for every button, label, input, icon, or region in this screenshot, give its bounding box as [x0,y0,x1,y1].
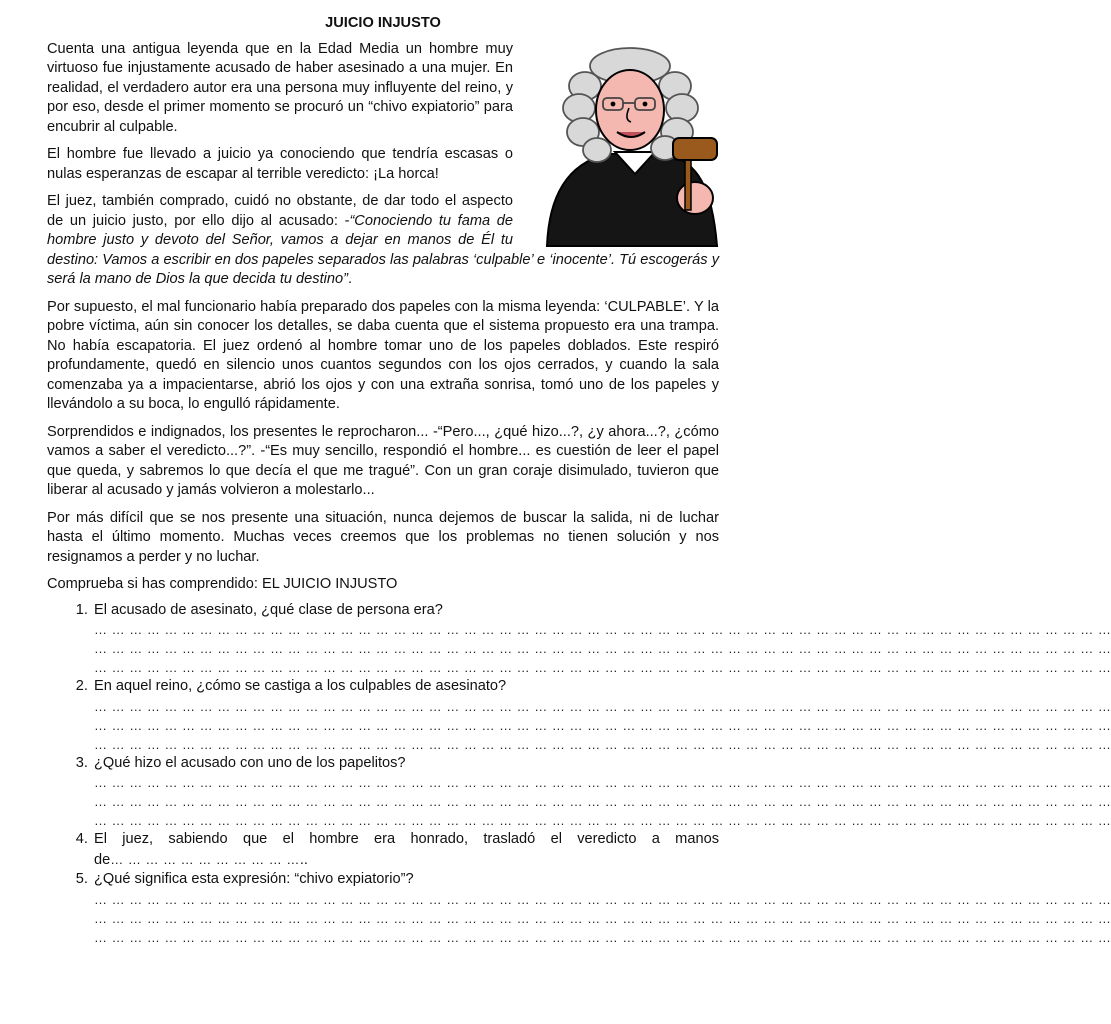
question-fill-blank [94,830,719,870]
answer-line[interactable]: … … … … … … … … … … … … … … … … … … … … … … … … … … … … … … … … … … … … … … … … … … … … … … … … … … … … … … … … … … [94,929,1111,945]
question-text: 2. En aquel reino, ¿cómo se castiga a los culpables de asesinato? [94,678,507,694]
judge-speech-end: . [347,271,353,287]
answer-line[interactable]: … … … … … … … … … … … … … … … … … … … … … … … … … … … … … … … … … … … … … … … … … … … … … … … … … … … … … … … … … … [94,813,1111,828]
paragraph-papers: Por supuesto, el mal funcionario había preparado dos papeles con la misma leyenda: ‘CULPABLE’. Y la pobre víctima, aún sin conocer los detalles, se daba cuenta que el sistema propuesto era una trampa. No había escapatoria. El juez ordenó al hombre tomar uno de los papeles doblados. Este respiró profundamente, quedó en silencio unos cuantos segundos con los ojos cerrados, y cuando la sala comenzaba ya a impacientarse, abrió los ojos y con una extraña sonrisa, tomó uno de los papeles y llevándolo a su boca, lo engulló rápidamente. [47,298,719,412]
answer-line[interactable]: … … … … … … … … … … … … … … … … … … … … … … … … … … … … … … … … … … … … … … … … … … … … … … … … … … … … … … … … … … [94,736,1111,752]
question-list [47,601,1111,947]
question-item [92,870,1111,947]
answer-line[interactable]: … … … … … … … … … … … … … … … … … … … … … … … … … … … … … … … … … … … … … … … … … … … … … … … … … … … … … … … … … … [94,641,1111,656]
question-text: 1. El acusado de asesinato, ¿qué clase de persona era? [94,601,443,618]
question-text: 3. ¿Qué hizo el acusado con uno de los papelitos? [94,754,406,771]
question-item [92,754,1111,831]
judge-speech-quote: “Conociendo tu fama de hombre justo y devoto del Señor, vamos a dejar en manos de Él tu destino: Vamos a escribir en dos papeles separados las palabras ‘culpable’ e ‘inocente’. Tú escogerás y será la mano de Dios la que decida tu destino” [47,212,719,287]
judge-speech-intro: El juez, también comprado, cuidó no obstante, de dar todo el aspecto de un juicio justo, por ello dijo al acusado: - [47,193,513,229]
answer-line[interactable]: … … … … … … … … … … … … … … … … … … … … … … … … … … … … … … … … … … … … … … … … … … … … … … … … … … … … … … … … … … [94,717,1111,733]
answer-line[interactable]: … … … … … … … … … … … … … … … … … … … … … … … … … … … … … … … … … … … … … … … … … … … … … … … … … … … … … … … … … … [94,622,1111,637]
answer-line[interactable]: … … … … … … … … … … … … … … … … … … … … … … … … … … … … … … … … … … … … … … … … … … … … … … … … … … … … … … … … … … [94,660,1111,675]
quiz-heading: Comprueba si has comprendido: EL JUICIO INJUSTO [47,576,398,592]
question-suffix: .. [299,851,308,868]
question-item [92,830,719,870]
answer-line[interactable]: … … … … … … … … … … … … … … … … … … … … … … … … … … … … … … … … … … … … … … … … … … … … … … … … … … … … … … … … … … [94,775,1111,790]
answer-line[interactable]: … … … … … … … … … … … … … … … … … … … … … … … … … … … … … … … … … … … … … … … … … … … … … … … … … … … … … … … … … … [94,891,1111,907]
paragraph-intro: Cuenta una antigua leyenda que en la Edad Media un hombre muy virtuoso fue injustamente acusado de haber asesinado a una mujer. En realidad, el verdadero autor era una persona muy influyente del reino, y por eso, desde el primer momento se procuró un “chivo expiatorio” para encubrir al culpable. [47,40,513,135]
paragraph-trial: El hombre fue llevado a juicio ya conociendo que tendría escasas o nulas esperanzas de escapar al terrible veredicto: ¡La horca! [47,146,513,182]
question-item [92,601,1111,678]
answer-line[interactable]: … … … … … … … … … … … … … … … … … … … … … … … … … … … … … … … … … … … … … … … … … … … … … … … … … … … … … … … … … … [94,910,1111,926]
fill-blank[interactable]: … … … … … … … … … … … [110,851,300,867]
question-item [92,677,1111,754]
answer-line[interactable]: … … … … … … … … … … … … … … … … … … … … … … … … … … … … … … … … … … … … … … … … … … … … … … … … … … … … … … … … … … [94,794,1111,809]
question-text: El juez, sabiendo que el hombre era honrado, trasladó el veredicto a manos de [94,831,719,868]
paragraph-reaction: Sorprendidos e indignados, los presentes le reprocharon... -“Pero..., ¿qué hizo...?, ¿y ahora...?, ¿cómo vamos a saber el veredicto...?”. -“Es muy sencillo, respondió el hombre... es cuestión de leer el papel que queda, y sabremos lo que decía el que me tragué”. Con un gran coraje disimulado, tuvieron que liberar al acusado y jamás volvieron a molestarlo... [47,423,719,498]
judge-with-gavel-icon [527,46,737,246]
answer-line[interactable]: … … … … … … … … … … … … … … … … … … … … … … … … … … … … … … … … … … … … … … … … … … … … … … … … … … … … … … … … … … [94,698,1111,714]
document-title: JUICIO INJUSTO [325,15,441,31]
judge-illustration [527,46,737,246]
question-text: 5. ¿Qué significa esta expresión: “chivo expiatorio”? [94,871,414,887]
paragraph-moral: Por más difícil que se nos presente una situación, nunca dejemos de buscar la salida, ni de luchar hasta el último momento. Muchas veces creemos que los problemas no tienen solución y nos resignamos a perder y no luchar. [47,509,719,565]
